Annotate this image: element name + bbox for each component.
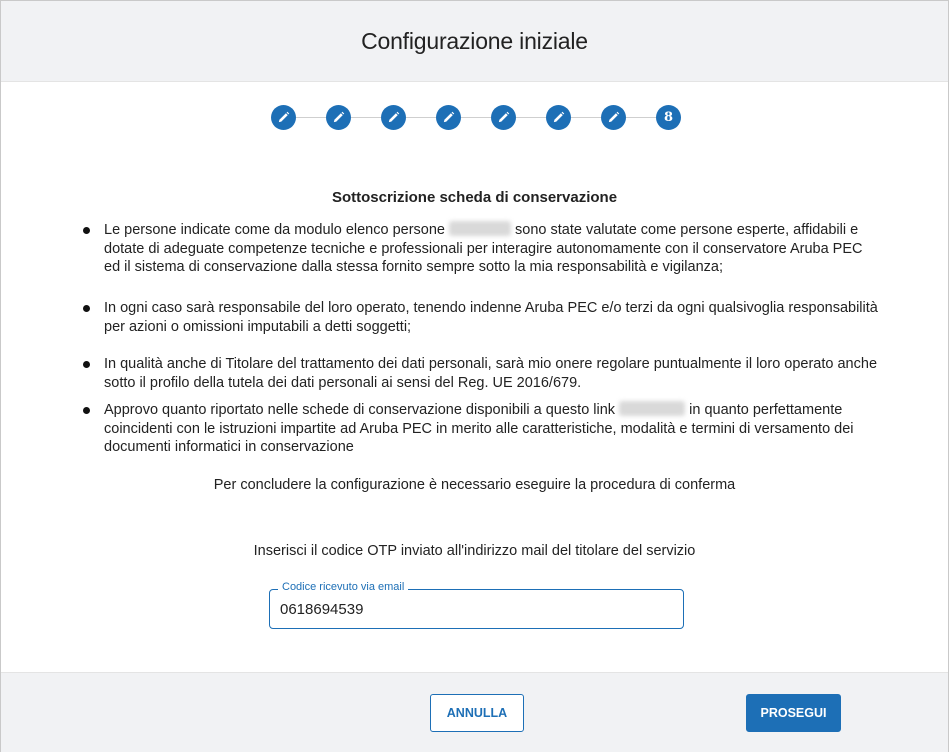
list-item-text: In qualità anche di Titolare del trattamento dei dati personali, sarà mio onere regolare puntualmente il loro operato anche sotto il profilo della tutela dei dati personali ai sensi del Reg. UE 2016/679. — [104, 356, 878, 391]
stepper — [271, 105, 681, 130]
conclusion-text: Per concludere la configurazione è necessario eseguire la procedura di conferma — [213, 477, 736, 493]
redacted-link — [449, 221, 511, 236]
step-6-pencil-icon — [546, 105, 571, 130]
step-2-pencil-icon — [326, 105, 351, 130]
step-1-pencil-icon — [271, 105, 296, 130]
step-3-pencil-icon — [381, 105, 406, 130]
step-5-pencil-icon — [491, 105, 516, 130]
dialog-header — [1, 1, 948, 82]
section-title: Sottoscrizione scheda di conservazione — [331, 189, 618, 206]
step-connector — [626, 117, 656, 118]
list-item-text: Le persone indicate come da modulo elenco persone sono state valutate come persone esperte, affidabili e dotate di adeguate competenze tecniche e professionali per interagire autonomamente con il conservatore Aruba PEC ed il sistema di conservazione dalla stessa fornito sempre sotto la mia responsabilità e vigilanza; — [104, 222, 863, 275]
bullet-dot-icon — [83, 227, 90, 234]
step-connector — [406, 117, 436, 118]
otp-field-label: Codice ricevuto via email — [278, 581, 408, 593]
proceed-button[interactable]: PROSEGUI — [746, 694, 841, 732]
step-connector — [351, 117, 381, 118]
dialog-footer — [1, 672, 948, 752]
step-connector — [461, 117, 491, 118]
step-7-pencil-icon — [601, 105, 626, 130]
bullet-dot-icon — [83, 305, 90, 312]
page-title: Configurazione iniziale — [361, 27, 588, 54]
step-connector — [516, 117, 546, 118]
bullet-dot-icon — [83, 407, 90, 414]
otp-instruction: Inserisci il codice OTP inviato all'indirizzo mail del titolare del servizio — [253, 543, 696, 559]
cancel-button[interactable]: ANNULLA — [430, 694, 524, 732]
bullet-dot-icon — [83, 361, 90, 368]
step-4-pencil-icon — [436, 105, 461, 130]
list-item-text: In ogni caso sarà responsabile del loro operato, tenendo indenne Aruba PEC e/o terzi da ogni qualsivoglia responsabilità per azioni o omissioni imputabili a detti soggetti; — [104, 300, 878, 335]
list-item-text: Approvo quanto riportato nelle schede di conservazione disponibili a questo link in quanto perfettamente coincidenti con le istruzioni impartite ad Aruba PEC in merito alle caratteristiche, modalità e termini di versamento dei documenti informatici in conservazione — [104, 402, 854, 455]
redacted-link[interactable] — [619, 401, 685, 416]
step-connector — [571, 117, 601, 118]
otp-code-field[interactable] — [269, 581, 684, 629]
step-connector — [296, 117, 326, 118]
otp-code-input[interactable] — [280, 599, 670, 619]
step-8-current: 8 — [656, 105, 681, 130]
